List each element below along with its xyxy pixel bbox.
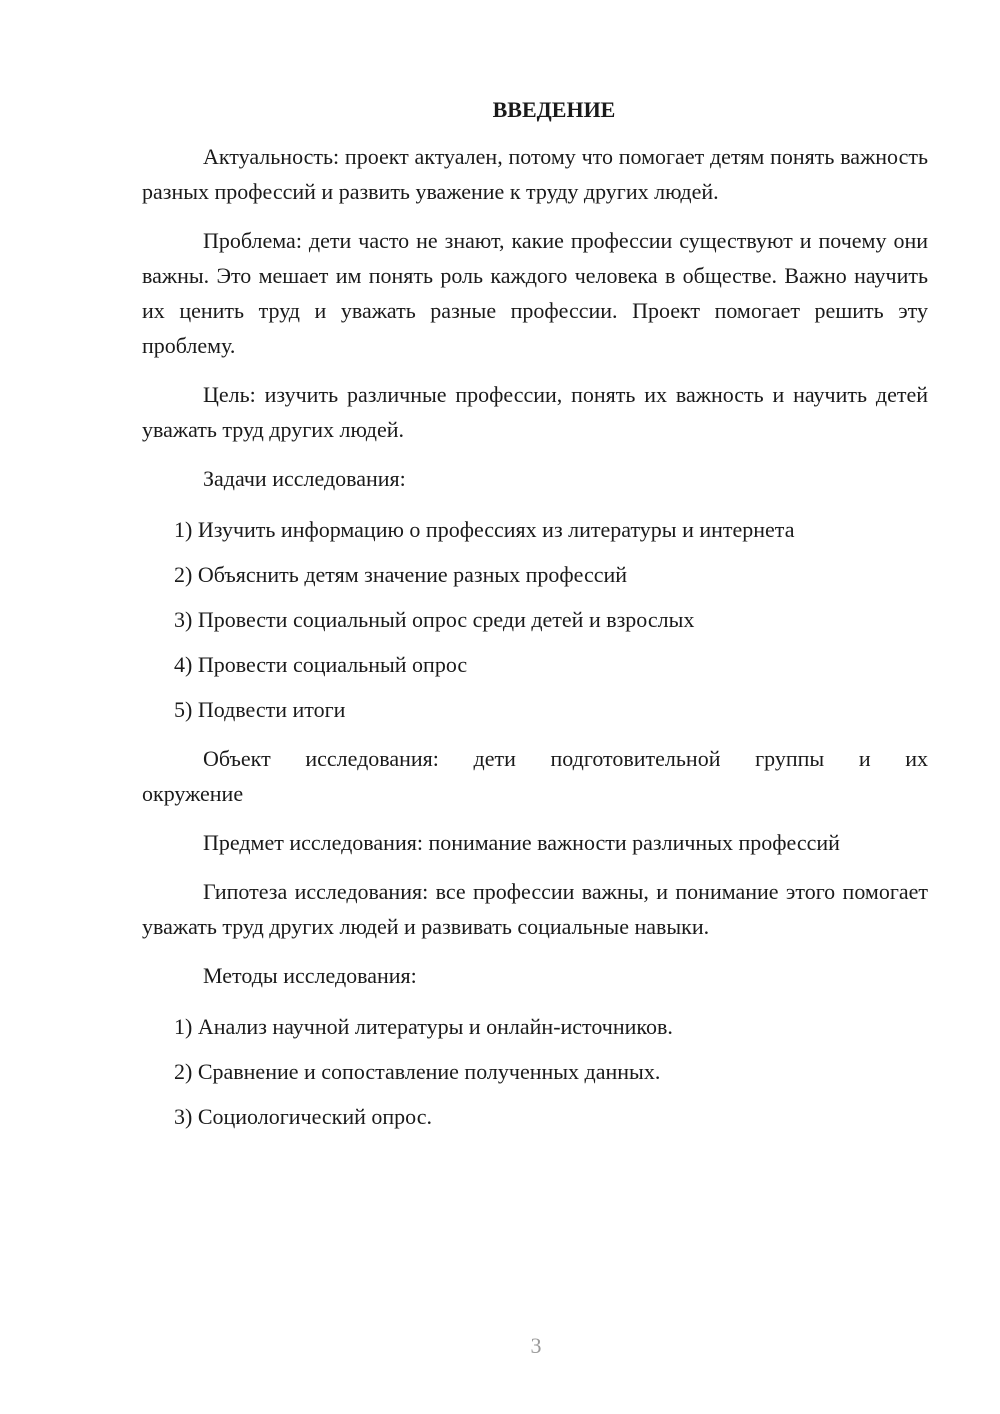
page-content	[142, 92, 928, 1134]
list-item: 4) Провести социальный опрос	[174, 652, 468, 677]
list-item: 2) Сравнение и сопоставление полученных данных.	[174, 1059, 661, 1084]
list-item: 2) Объяснить детям значение разных профессий	[174, 562, 628, 587]
methods-heading: Методы исследования:	[203, 963, 417, 988]
object-line-2: окружение	[142, 781, 244, 806]
list-item: 3) Провести социальный опрос среди детей и взрослых	[174, 607, 695, 632]
object-paragraph	[142, 741, 928, 811]
tasks-heading: Задачи исследования:	[203, 466, 406, 491]
tasks-list	[142, 512, 928, 727]
object-line-1: Объект исследования: дети подготовительной группы и их	[203, 746, 928, 771]
page-title: ВВЕДЕНИЕ	[492, 97, 616, 122]
subject-paragraph: Предмет исследования: понимание важности различных профессий	[203, 830, 840, 855]
page-number: 3	[530, 1333, 542, 1358]
list-item: 1) Анализ научной литературы и онлайн-источников.	[174, 1014, 673, 1039]
relevance-paragraph: Актуальность: проект актуален, потому что помогает детям понять важность разных профессий и развить уважение к труду других людей.	[142, 144, 928, 204]
goal-paragraph: Цель: изучить различные профессии, понять их важность и научить детей уважать труд других людей.	[142, 382, 928, 442]
list-item: 1) Изучить информацию о профессиях из литературы и интернета	[174, 517, 795, 542]
list-item: 3) Социологический опрос.	[174, 1104, 432, 1129]
hypothesis-paragraph: Гипотеза исследования: все профессии важны, и понимание этого помогает уважать труд других людей и развивать социальные навыки.	[142, 879, 928, 939]
list-item: 5) Подвести итоги	[174, 697, 346, 722]
methods-list	[142, 1009, 928, 1134]
problem-paragraph: Проблема: дети часто не знают, какие профессии существуют и почему они важны. Это мешает им понять роль каждого человека в обществе. Важно научить их ценить труд и уважать разные профессии. Проект помогает решить эту проблему.	[142, 228, 928, 358]
